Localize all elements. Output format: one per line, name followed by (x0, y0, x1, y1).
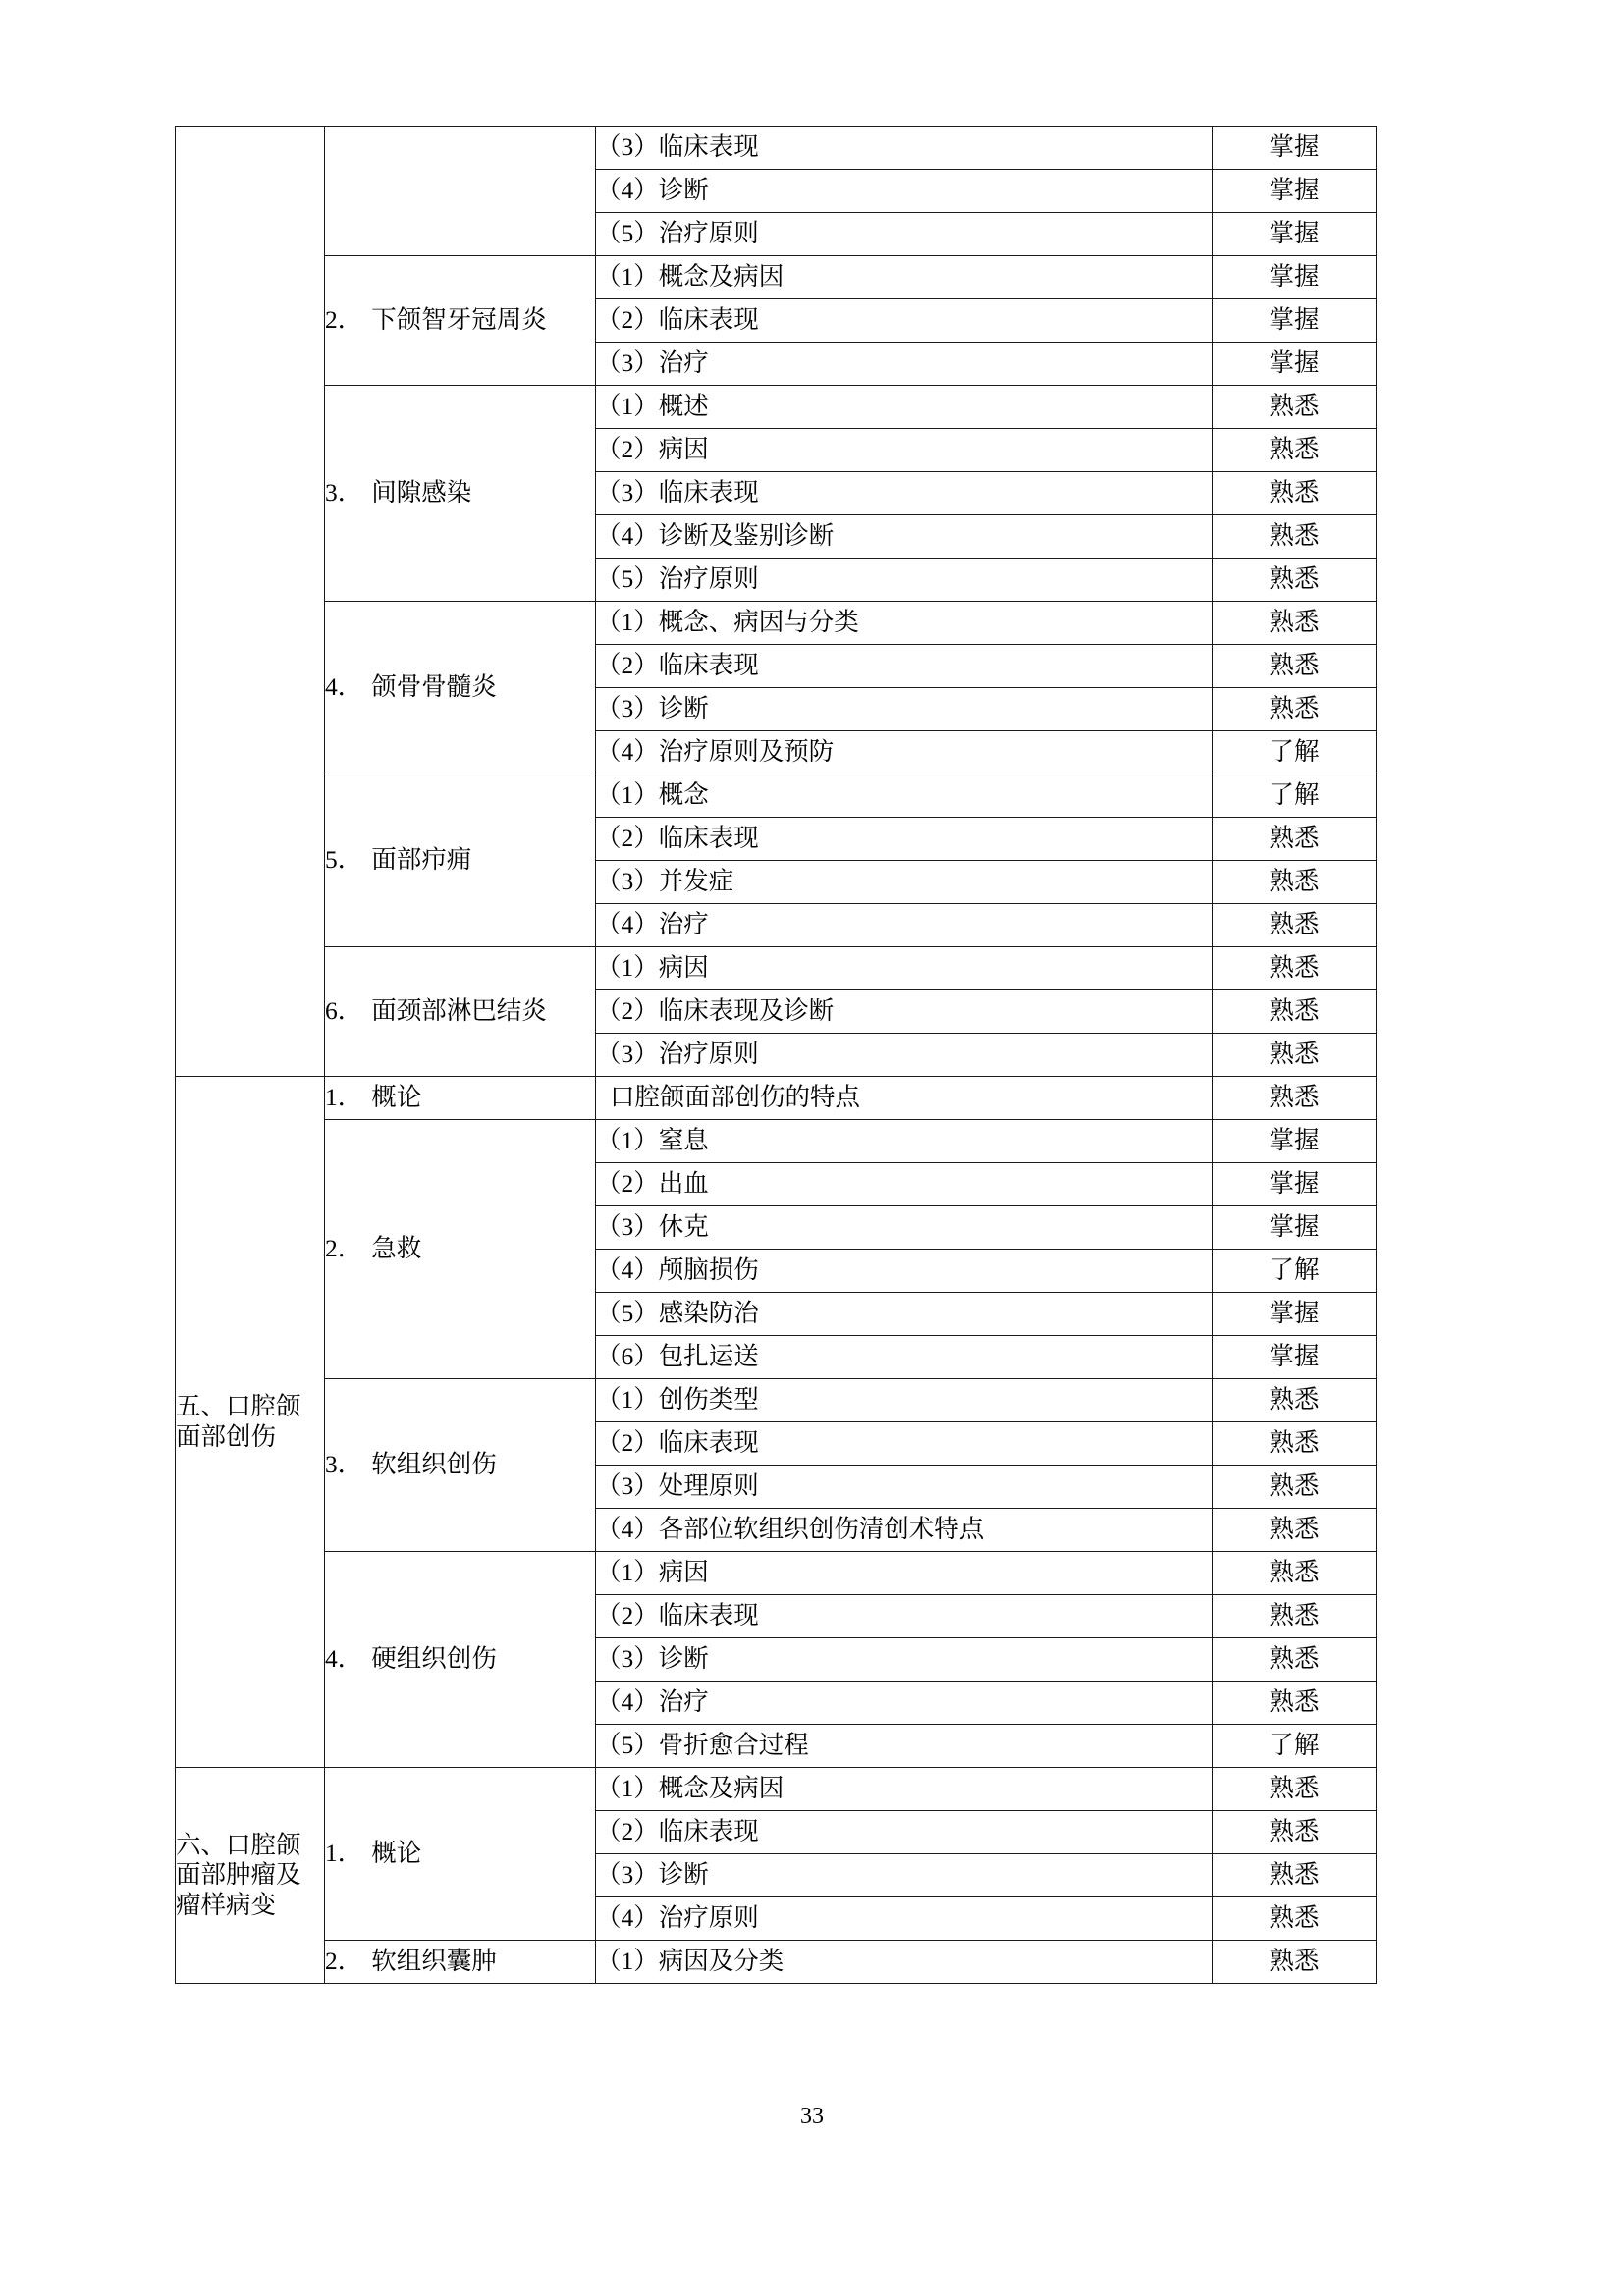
item-cell: （3）治疗原则 (596, 1034, 1213, 1077)
topic-cell (325, 1120, 596, 1379)
syllabus-table (175, 126, 1377, 1984)
topic-number: 5． (325, 845, 363, 875)
level-cell: 熟悉 (1213, 559, 1377, 602)
level-cell: 掌握 (1213, 1293, 1377, 1336)
level-cell: 掌握 (1213, 1206, 1377, 1250)
topic-cell (325, 1077, 596, 1120)
level-cell: 掌握 (1213, 213, 1377, 256)
topic-label: 间隙感染 (371, 478, 472, 507)
topic-cell (325, 947, 596, 1077)
item-cell: （3）诊断 (596, 1638, 1213, 1682)
item-cell: （4）治疗原则及预防 (596, 731, 1213, 774)
level-cell: 了解 (1213, 1250, 1377, 1293)
item-cell: （5）治疗原则 (596, 559, 1213, 602)
table-row (176, 386, 1377, 429)
level-cell: 熟悉 (1213, 1897, 1377, 1941)
topic-label: 软组织囊肿 (371, 1947, 497, 1976)
level-cell: 掌握 (1213, 170, 1377, 213)
level-cell: 熟悉 (1213, 1077, 1377, 1120)
page-number: 33 (800, 2104, 824, 2129)
table-row (176, 947, 1377, 990)
topic-number: 2． (325, 305, 363, 335)
level-cell: 熟悉 (1213, 1638, 1377, 1682)
item-cell: （4）治疗原则 (596, 1897, 1213, 1941)
level-cell: 掌握 (1213, 343, 1377, 386)
topic-cell (325, 1379, 596, 1552)
item-cell: （6）包扎运送 (596, 1336, 1213, 1379)
item-cell: （2）临床表现 (596, 645, 1213, 688)
item-cell: （1）概念及病因 (596, 256, 1213, 299)
level-cell: 熟悉 (1213, 515, 1377, 559)
item-cell: （2）出血 (596, 1163, 1213, 1206)
table-row (176, 1379, 1377, 1422)
level-cell: 熟悉 (1213, 1466, 1377, 1509)
level-cell: 熟悉 (1213, 1768, 1377, 1811)
level-cell: 熟悉 (1213, 1034, 1377, 1077)
topic-label: 概论 (371, 1083, 422, 1112)
level-cell: 熟悉 (1213, 1379, 1377, 1422)
topic-number: 1． (325, 1083, 363, 1112)
topic-number: 2． (325, 1947, 363, 1976)
topic-label: 概论 (371, 1839, 422, 1868)
item-cell: （4）颅脑损伤 (596, 1250, 1213, 1293)
item-cell: （1）病因及分类 (596, 1941, 1213, 1984)
level-cell: 熟悉 (1213, 818, 1377, 861)
topic-label: 急救 (371, 1234, 422, 1263)
item-cell: （1）概念、病因与分类 (596, 602, 1213, 645)
table-row (176, 127, 1377, 170)
item-cell: （2）病因 (596, 429, 1213, 472)
item-cell: （2）临床表现 (596, 1595, 1213, 1638)
topic-label: 面颈部淋巴结炎 (371, 996, 547, 1026)
table-row (176, 1768, 1377, 1811)
table-row (176, 256, 1377, 299)
level-cell: 掌握 (1213, 1336, 1377, 1379)
table-row (176, 774, 1377, 818)
item-cell: （4）诊断 (596, 170, 1213, 213)
table-row (176, 1552, 1377, 1595)
item-cell: （4）各部位软组织创伤清创术特点 (596, 1509, 1213, 1552)
level-cell: 熟悉 (1213, 1595, 1377, 1638)
item-cell: （2）临床表现 (596, 818, 1213, 861)
level-cell: 熟悉 (1213, 904, 1377, 947)
topic-cell (325, 774, 596, 947)
topic-number: 4． (325, 1644, 363, 1674)
topic-label: 下颌智牙冠周炎 (371, 305, 547, 335)
item-cell: （3）处理原则 (596, 1466, 1213, 1509)
level-cell: 熟悉 (1213, 602, 1377, 645)
topic-cell (325, 256, 596, 386)
topic-label: 硬组织创伤 (371, 1644, 497, 1674)
level-cell: 熟悉 (1213, 1941, 1377, 1984)
level-cell: 掌握 (1213, 299, 1377, 343)
item-cell: （3）诊断 (596, 1854, 1213, 1897)
level-cell: 熟悉 (1213, 1811, 1377, 1854)
section-title-cell: 五、口腔颌面部创伤 (176, 1077, 325, 1768)
topic-number: 2． (325, 1234, 363, 1263)
item-cell: （3）治疗 (596, 343, 1213, 386)
item-cell: （1）概念及病因 (596, 1768, 1213, 1811)
level-cell: 了解 (1213, 1725, 1377, 1768)
topic-number: 6． (325, 996, 363, 1026)
section-title-cell: 六、口腔颌面部肿瘤及瘤样病变 (176, 1768, 325, 1984)
item-cell: 口腔颌面部创伤的特点 (596, 1077, 1213, 1120)
item-cell: （2）临床表现及诊断 (596, 990, 1213, 1034)
item-cell: （4）治疗 (596, 904, 1213, 947)
topic-cell (325, 602, 596, 774)
item-cell: （1）创伤类型 (596, 1379, 1213, 1422)
item-cell: （4）诊断及鉴别诊断 (596, 515, 1213, 559)
topic-cell (325, 127, 596, 256)
item-cell: （2）临床表现 (596, 1422, 1213, 1466)
item-cell: （4）治疗 (596, 1682, 1213, 1725)
topic-cell (325, 1768, 596, 1941)
item-cell: （3）诊断 (596, 688, 1213, 731)
level-cell: 熟悉 (1213, 861, 1377, 904)
item-cell: （3）休克 (596, 1206, 1213, 1250)
item-cell: （3）临床表现 (596, 127, 1213, 170)
topic-label: 面部疖痈 (371, 845, 472, 875)
topic-number: 4． (325, 672, 363, 702)
topic-cell (325, 1552, 596, 1768)
level-cell: 熟悉 (1213, 1422, 1377, 1466)
table-row (176, 1941, 1377, 1984)
item-cell: （5）感染防治 (596, 1293, 1213, 1336)
item-cell: （1）病因 (596, 947, 1213, 990)
section-title-cell (176, 127, 325, 1077)
item-cell: （1）概念 (596, 774, 1213, 818)
topic-number: 3． (325, 478, 363, 507)
topic-label: 颌骨骨髓炎 (371, 672, 497, 702)
item-cell: （3）临床表现 (596, 472, 1213, 515)
item-cell: （1）窒息 (596, 1120, 1213, 1163)
table-row (176, 602, 1377, 645)
level-cell: 掌握 (1213, 127, 1377, 170)
item-cell: （1）概述 (596, 386, 1213, 429)
level-cell: 熟悉 (1213, 1552, 1377, 1595)
item-cell: （2）临床表现 (596, 1811, 1213, 1854)
table-row (176, 1077, 1377, 1120)
level-cell: 熟悉 (1213, 1682, 1377, 1725)
level-cell: 熟悉 (1213, 688, 1377, 731)
item-cell: （1）病因 (596, 1552, 1213, 1595)
level-cell: 熟悉 (1213, 472, 1377, 515)
topic-number: 1． (325, 1839, 363, 1868)
level-cell: 熟悉 (1213, 429, 1377, 472)
topic-cell (325, 386, 596, 602)
topic-label: 软组织创伤 (371, 1450, 497, 1479)
item-cell: （3）并发症 (596, 861, 1213, 904)
level-cell: 掌握 (1213, 256, 1377, 299)
topic-cell (325, 1941, 596, 1984)
item-cell: （2）临床表现 (596, 299, 1213, 343)
level-cell: 熟悉 (1213, 645, 1377, 688)
level-cell: 掌握 (1213, 1120, 1377, 1163)
table-row (176, 1120, 1377, 1163)
level-cell: 熟悉 (1213, 1509, 1377, 1552)
level-cell: 掌握 (1213, 1163, 1377, 1206)
level-cell: 熟悉 (1213, 990, 1377, 1034)
topic-number: 3． (325, 1450, 363, 1479)
item-cell: （5）治疗原则 (596, 213, 1213, 256)
table-body (176, 127, 1377, 1984)
level-cell: 熟悉 (1213, 947, 1377, 990)
level-cell: 了解 (1213, 774, 1377, 818)
item-cell: （5）骨折愈合过程 (596, 1725, 1213, 1768)
level-cell: 熟悉 (1213, 1854, 1377, 1897)
level-cell: 熟悉 (1213, 386, 1377, 429)
level-cell: 了解 (1213, 731, 1377, 774)
